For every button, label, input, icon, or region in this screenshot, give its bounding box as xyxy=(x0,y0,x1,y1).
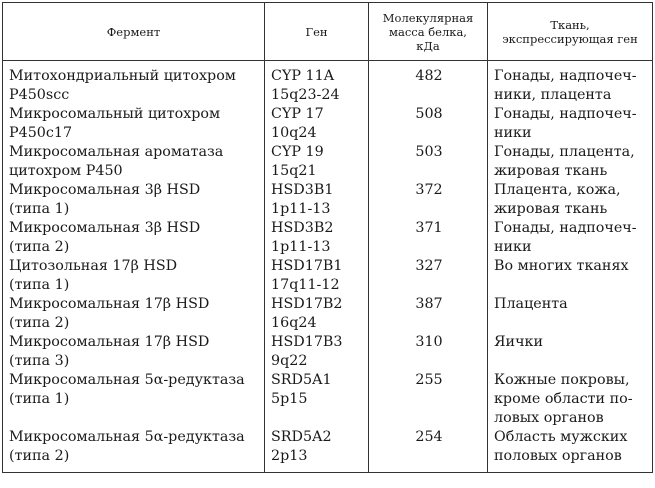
gene-cell-line: SRD5A2 xyxy=(271,429,332,445)
gene-cell-line: 2p13 xyxy=(271,448,308,464)
tissue-cell-line: ники xyxy=(494,239,532,255)
enzyme-cell xyxy=(3,333,265,371)
enzyme-cell-line: (типа 1) xyxy=(9,201,70,217)
enzyme-cell-line: Микросомальная 5α-редуктаза xyxy=(9,372,245,388)
enzyme-cell-line: (типа 1) xyxy=(9,277,70,293)
mass-cell-value: 255 xyxy=(415,372,443,388)
tissue-cell-line: Гонады, надпочеч- xyxy=(494,220,637,236)
tissue-cell-line: Плацента xyxy=(494,296,568,312)
tissue-cell-line: жировая ткань xyxy=(494,163,608,179)
enzyme-cell xyxy=(3,105,265,143)
gene-cell xyxy=(265,219,369,257)
tissue-cell-line: Гонады, надпочеч- xyxy=(494,68,637,84)
tissue-cell-line: Яички xyxy=(494,334,543,350)
enzyme-cell-line: (типа 2) xyxy=(9,448,70,464)
enzyme-cell xyxy=(3,181,265,219)
gene-cell-line: 1p11-13 xyxy=(271,201,331,217)
tissue-cell xyxy=(488,143,653,181)
gene-cell xyxy=(265,143,369,181)
mass-cell xyxy=(369,257,488,295)
enzyme-cell xyxy=(3,371,265,428)
mass-cell xyxy=(369,181,488,219)
header-gene: Ген xyxy=(265,3,369,61)
table-row xyxy=(3,61,653,106)
enzyme-cell-line: (типа 1) xyxy=(9,391,70,407)
tissue-cell-line: Область мужских xyxy=(494,429,628,445)
mass-cell xyxy=(369,428,488,473)
table-row xyxy=(3,295,653,333)
table-row xyxy=(3,105,653,143)
enzyme-cell xyxy=(3,143,265,181)
table-row xyxy=(3,371,653,428)
tissue-cell xyxy=(488,219,653,257)
gene-cell xyxy=(265,257,369,295)
gene-cell-line: 10q24 xyxy=(271,125,317,141)
enzyme-cell xyxy=(3,428,265,473)
tissue-cell-line: Во многих тканях xyxy=(494,258,629,274)
mass-cell xyxy=(369,219,488,257)
mass-cell xyxy=(369,333,488,371)
table-row xyxy=(3,219,653,257)
enzyme-cell-line: (типа 3) xyxy=(9,353,70,369)
mass-cell xyxy=(369,143,488,181)
table-row xyxy=(3,333,653,371)
gene-cell-line: HSD3B2 xyxy=(271,220,334,236)
table-row xyxy=(3,143,653,181)
tissue-cell-line: ловых органов xyxy=(494,410,604,426)
enzyme-cell-line: Микросомальная 5α-редуктаза xyxy=(9,429,245,445)
enzyme-cell-line: Микросомальная 3β HSD xyxy=(9,220,201,236)
mass-cell-value: 372 xyxy=(415,182,443,198)
mass-cell xyxy=(369,295,488,333)
tissue-cell xyxy=(488,61,653,106)
enzyme-cell-line: (типа 2) xyxy=(9,315,70,331)
enzyme-cell-line: Микросомальная 3β HSD xyxy=(9,182,201,198)
mass-cell-value: 482 xyxy=(415,68,443,84)
table-row xyxy=(3,181,653,219)
gene-cell-line: HSD17B3 xyxy=(271,334,343,350)
mass-cell-value: 254 xyxy=(415,429,443,445)
enzyme-cell-line: Микросомальная ароматаза xyxy=(9,144,224,160)
tissue-cell xyxy=(488,257,653,295)
mass-cell-value: 387 xyxy=(415,296,443,312)
gene-cell-line: CYP 19 xyxy=(271,144,324,160)
gene-cell-line: 15q23-24 xyxy=(271,87,340,103)
enzyme-cell-line: (типа 2) xyxy=(9,239,70,255)
tissue-cell-line: кроме области по- xyxy=(494,391,633,407)
enzyme-cell xyxy=(3,257,265,295)
gene-cell-line: SRD5A1 xyxy=(271,372,332,388)
gene-cell xyxy=(265,61,369,106)
gene-cell-line: 16q24 xyxy=(271,315,317,331)
table-body xyxy=(3,61,653,473)
gene-cell-line: 15q21 xyxy=(271,163,317,179)
header-mass: Молекулярная масса белка, кДа xyxy=(369,3,488,61)
enzyme-table xyxy=(2,2,653,473)
gene-cell xyxy=(265,295,369,333)
table-row xyxy=(3,257,653,295)
gene-cell-line: CYP 11A xyxy=(271,68,335,84)
tissue-cell-line: ники xyxy=(494,125,532,141)
tissue-cell-line: Гонады, надпочеч- xyxy=(494,106,637,122)
enzyme-cell-line: Микросомальный цитохром xyxy=(9,106,221,122)
gene-cell-line: HSD3B1 xyxy=(271,182,334,198)
gene-cell-line: 1p11-13 xyxy=(271,239,331,255)
enzyme-cell xyxy=(3,61,265,106)
enzyme-cell-line: Микросомальная 17β HSD xyxy=(9,296,210,312)
gene-cell-line: HSD17B2 xyxy=(271,296,343,312)
table-header-row xyxy=(3,3,653,61)
gene-cell-line: 9q22 xyxy=(271,353,308,369)
mass-cell-value: 503 xyxy=(415,144,443,160)
tissue-cell-line: половых органов xyxy=(494,448,622,464)
mass-cell xyxy=(369,371,488,428)
enzyme-cell-line: P450scc xyxy=(9,87,70,103)
mass-cell-value: 327 xyxy=(415,258,443,274)
enzyme-cell-line: Митохондриальный цитохром xyxy=(9,68,236,84)
tissue-cell-line: Гонады, плацента, xyxy=(494,144,635,160)
tissue-cell xyxy=(488,371,653,428)
tissue-cell xyxy=(488,428,653,473)
tissue-cell xyxy=(488,295,653,333)
tissue-cell-line: Кожные покровы, xyxy=(494,372,630,388)
header-enzyme: Фермент xyxy=(3,3,265,61)
mass-cell xyxy=(369,61,488,106)
enzyme-cell xyxy=(3,295,265,333)
enzyme-cell-line: цитохром P450 xyxy=(9,163,123,179)
mass-cell xyxy=(369,105,488,143)
mass-cell-value: 508 xyxy=(415,106,443,122)
gene-cell xyxy=(265,181,369,219)
gene-cell-line: 17q11-12 xyxy=(271,277,340,293)
tissue-cell xyxy=(488,181,653,219)
enzyme-cell-line: Микросомальная 17β HSD xyxy=(9,334,210,350)
table-row xyxy=(3,428,653,473)
gene-cell-line: 5p15 xyxy=(271,391,308,407)
gene-cell xyxy=(265,371,369,428)
gene-cell xyxy=(265,333,369,371)
mass-cell-value: 310 xyxy=(415,334,443,350)
header-tissue: Ткань, экспрессирующая ген xyxy=(488,3,653,61)
mass-cell-value: 371 xyxy=(415,220,443,236)
gene-cell xyxy=(265,105,369,143)
tissue-cell xyxy=(488,333,653,371)
enzyme-cell-line: P450c17 xyxy=(9,125,73,141)
tissue-cell xyxy=(488,105,653,143)
enzyme-cell-line: Цитозольная 17β HSD xyxy=(9,258,178,274)
tissue-cell-line: ники, плацента xyxy=(494,87,612,103)
gene-cell-line: HSD17B1 xyxy=(271,258,343,274)
enzyme-cell xyxy=(3,219,265,257)
tissue-cell-line: жировая ткань xyxy=(494,201,608,217)
gene-cell-line: CYP 17 xyxy=(271,106,324,122)
tissue-cell-line: Плацента, кожа, xyxy=(494,182,621,198)
gene-cell xyxy=(265,428,369,473)
